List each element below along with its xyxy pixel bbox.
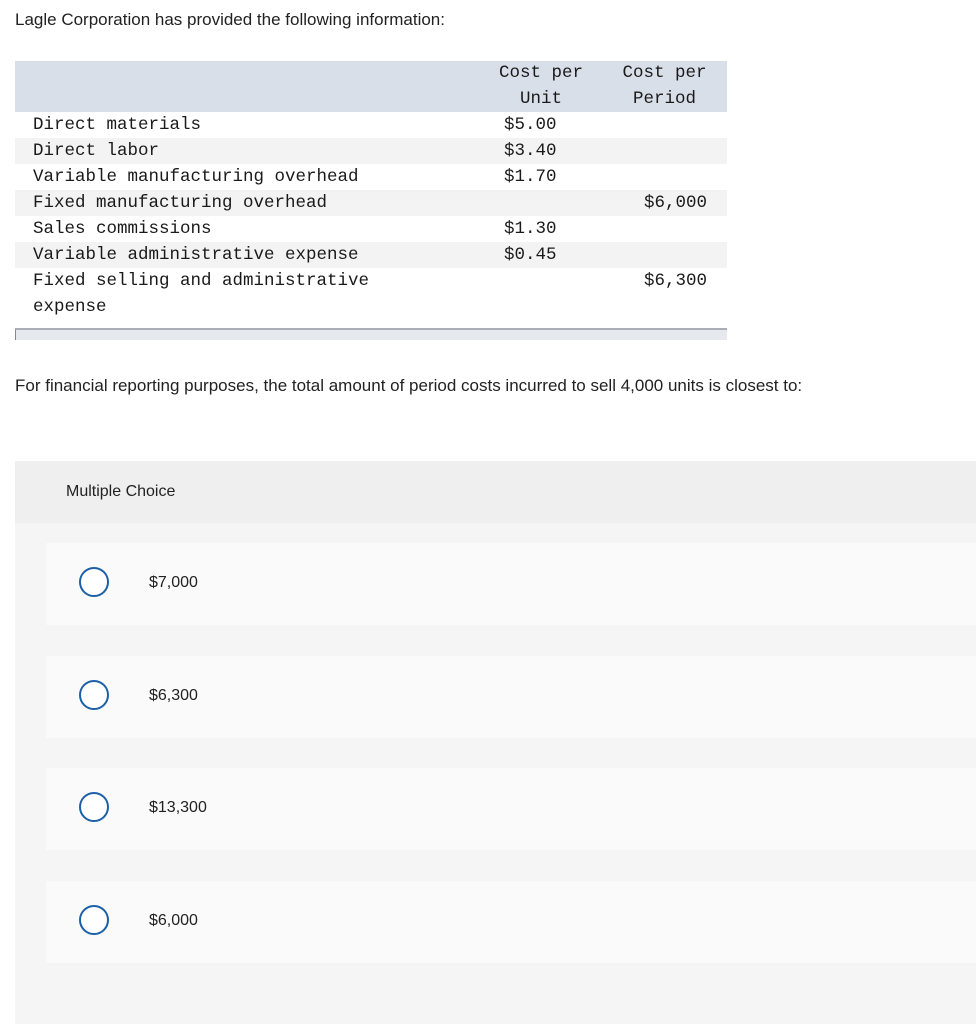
multiple-choice-panel <box>15 461 976 1024</box>
header-period-line2: Period <box>632 88 696 109</box>
header-cost-per-unit <box>480 61 602 112</box>
choice-label: $6,300 <box>149 687 198 704</box>
table-row <box>15 112 727 138</box>
header-unit-line2: Unit <box>519 88 562 109</box>
choice-label: $7,000 <box>149 574 198 591</box>
row-label: Direct labor <box>15 138 480 164</box>
row-unit-cost: $1.30 <box>504 219 557 239</box>
cost-table <box>15 61 727 320</box>
row-label-line1: Fixed selling and administrative <box>33 271 370 291</box>
table-row <box>15 164 727 190</box>
row-unit-cost: $0.45 <box>504 245 557 265</box>
table-row <box>15 268 727 320</box>
row-label <box>15 268 480 320</box>
row-label: Direct materials <box>33 115 202 135</box>
table-row <box>15 242 727 268</box>
header-cost-per-period <box>602 61 727 112</box>
choice-option-2[interactable] <box>46 656 976 738</box>
row-label: Fixed manufacturing overhead <box>15 190 480 216</box>
choice-label: $6,000 <box>149 912 198 929</box>
row-label: Sales commissions <box>33 219 212 239</box>
row-label: Variable administrative expense <box>15 242 480 268</box>
header-period-line1: Cost per <box>622 63 707 83</box>
row-label-line2: expense <box>33 297 107 317</box>
header-blank <box>15 61 480 112</box>
table-row <box>15 190 727 216</box>
question-text: For financial reporting purposes, the total amount of period costs incurred to sell 4,000 units is closest to: <box>15 376 803 395</box>
multiple-choice-title: Multiple Choice <box>66 483 176 500</box>
scrollbar-tick <box>15 330 16 340</box>
multiple-choice-header <box>15 461 976 523</box>
table-row <box>15 216 727 242</box>
table-row <box>15 138 727 164</box>
row-label: Variable manufacturing overhead <box>33 167 359 187</box>
row-unit-cost: $5.00 <box>504 115 557 135</box>
header-unit-line1: Cost per <box>498 63 583 83</box>
radio-circle-icon[interactable] <box>79 905 109 935</box>
intro-text: Lagle Corporation has provided the following information: <box>15 10 445 29</box>
choice-option-4[interactable] <box>46 881 976 963</box>
radio-circle-icon[interactable] <box>79 567 109 597</box>
choice-option-3[interactable] <box>46 768 976 850</box>
row-unit-cost: $3.40 <box>504 141 557 161</box>
radio-circle-icon[interactable] <box>79 792 109 822</box>
row-unit-cost: $1.70 <box>504 167 557 187</box>
table-footer-scrollbar[interactable] <box>15 328 727 340</box>
row-period-cost: $6,000 <box>644 193 708 213</box>
radio-circle-icon[interactable] <box>79 680 109 710</box>
choice-option-1[interactable] <box>46 543 976 625</box>
choice-label: $13,300 <box>149 799 207 816</box>
row-period-cost: $6,300 <box>644 271 708 291</box>
